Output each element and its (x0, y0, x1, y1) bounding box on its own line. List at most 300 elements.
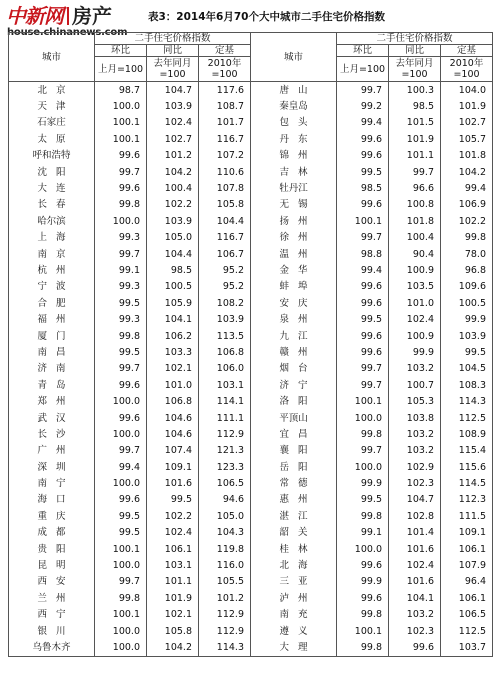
mom-index-cell: 100.0 (337, 459, 389, 475)
table-row (9, 131, 493, 147)
base-index-cell: 103.9 (199, 311, 251, 327)
yoy-index-cell: 99.7 (389, 164, 441, 180)
table-row (9, 197, 493, 213)
yoy-index-cell: 103.1 (147, 557, 199, 573)
column-group-header: 二手住宅价格指数 (337, 33, 493, 45)
mom-index-cell: 100.0 (95, 639, 147, 656)
base-index-cell: 108.9 (441, 426, 493, 442)
yoy-index-cell: 101.6 (389, 574, 441, 590)
mom-index-cell: 99.1 (337, 525, 389, 541)
yoy-index-cell: 101.6 (389, 541, 441, 557)
table-row (9, 82, 493, 99)
column-group-header: 二手住宅价格指数 (95, 33, 251, 45)
base-index-cell: 111.5 (441, 508, 493, 524)
mom-index-cell: 99.6 (337, 557, 389, 573)
mom-index-cell: 99.6 (337, 590, 389, 606)
yoy-index-cell: 99.5 (147, 492, 199, 508)
mom-index-cell: 99.6 (95, 377, 147, 393)
base-index-cell: 101.9 (441, 98, 493, 114)
base-index-cell: 102.2 (441, 213, 493, 229)
yoy-index-cell: 101.9 (389, 131, 441, 147)
yoy-index-cell: 101.8 (389, 213, 441, 229)
base-index-cell: 105.7 (441, 131, 493, 147)
yoy-index-cell: 102.2 (147, 197, 199, 213)
mom-index-cell: 99.5 (95, 295, 147, 311)
mom-index-cell: 100.1 (95, 115, 147, 131)
yoy-index-cell: 105.0 (147, 230, 199, 246)
mom-index-cell: 100.0 (95, 623, 147, 639)
yoy-index-cell: 104.2 (147, 639, 199, 656)
city-name-cell: 宜昌 (251, 426, 337, 442)
mom-index-cell: 99.3 (95, 230, 147, 246)
mom-index-cell: 99.5 (95, 508, 147, 524)
table-row (9, 344, 493, 360)
table-row (9, 525, 493, 541)
mom-index-cell: 98.5 (337, 180, 389, 196)
table-row (9, 639, 493, 656)
mom-index-cell: 100.0 (95, 426, 147, 442)
mom-index-cell: 99.7 (337, 443, 389, 459)
mom-index-cell: 99.6 (337, 279, 389, 295)
yoy-index-cell: 102.3 (389, 475, 441, 491)
city-name-cell: 昆明 (9, 557, 95, 573)
city-name-cell: 石家庄 (9, 115, 95, 131)
yoy-index-cell: 107.4 (147, 443, 199, 459)
yoy-index-cell: 98.5 (147, 262, 199, 278)
table-row (9, 508, 493, 524)
yoy-index-cell: 102.4 (389, 557, 441, 573)
table-title: 表3：2014年6月70个大中城市二手住宅价格指数 (148, 11, 385, 23)
city-name-cell: 泉州 (251, 311, 337, 327)
base-index-cell: 94.6 (199, 492, 251, 508)
base-index-cell: 106.5 (199, 475, 251, 491)
yoy-index-cell: 104.2 (147, 164, 199, 180)
city-name-cell: 大连 (9, 180, 95, 196)
mom-index-cell: 100.1 (95, 131, 147, 147)
base-index-cell: 103.9 (441, 328, 493, 344)
mom-index-cell: 99.6 (337, 148, 389, 164)
yoy-index-cell: 98.5 (389, 98, 441, 114)
yoy-index-cell: 101.0 (389, 295, 441, 311)
base-index-cell: 119.8 (199, 541, 251, 557)
city-name-cell: 厦门 (9, 328, 95, 344)
yoy-index-cell: 104.7 (389, 492, 441, 508)
mom-index-cell: 99.7 (95, 443, 147, 459)
mom-index-cell: 99.1 (95, 262, 147, 278)
mom-index-cell: 99.5 (95, 344, 147, 360)
yoy-index-cell: 103.2 (389, 443, 441, 459)
column-sub-mom: 上月=100 (337, 57, 389, 82)
city-name-cell: 牡丹江 (251, 180, 337, 196)
yoy-index-cell: 106.1 (147, 541, 199, 557)
table-row (9, 279, 493, 295)
base-index-cell: 114.3 (199, 639, 251, 656)
mom-index-cell: 99.4 (337, 115, 389, 131)
base-index-cell: 102.7 (441, 115, 493, 131)
city-name-cell: 深圳 (9, 459, 95, 475)
city-name-cell: 杭州 (9, 262, 95, 278)
base-index-cell: 106.5 (441, 607, 493, 623)
column-header-yoy: 同比 (389, 45, 441, 57)
table-row (9, 115, 493, 131)
mom-index-cell: 99.8 (337, 639, 389, 656)
city-name-cell: 武汉 (9, 410, 95, 426)
yoy-index-cell: 100.3 (389, 82, 441, 99)
mom-index-cell: 99.6 (95, 410, 147, 426)
city-name-cell: 秦皇岛 (251, 98, 337, 114)
mom-index-cell: 99.9 (337, 574, 389, 590)
table-row (9, 475, 493, 491)
yoy-index-cell: 101.1 (389, 148, 441, 164)
base-index-cell: 105.0 (199, 508, 251, 524)
mom-index-cell: 99.6 (337, 197, 389, 213)
city-name-cell: 南昌 (9, 344, 95, 360)
mom-index-cell: 99.6 (95, 148, 147, 164)
base-index-cell: 110.6 (199, 164, 251, 180)
base-index-cell: 104.4 (199, 213, 251, 229)
base-index-cell: 95.2 (199, 279, 251, 295)
column-header-yoy: 同比 (147, 45, 199, 57)
yoy-index-cell: 106.2 (147, 328, 199, 344)
city-name-cell: 烟台 (251, 361, 337, 377)
mom-index-cell: 100.1 (95, 541, 147, 557)
yoy-index-cell: 102.8 (389, 508, 441, 524)
base-index-cell: 116.7 (199, 230, 251, 246)
city-name-cell: 九江 (251, 328, 337, 344)
table-row (9, 541, 493, 557)
base-index-cell: 104.5 (441, 361, 493, 377)
yoy-index-cell: 100.7 (389, 377, 441, 393)
city-name-cell: 大理 (251, 639, 337, 656)
base-index-cell: 99.5 (441, 344, 493, 360)
base-index-cell: 101.2 (199, 590, 251, 606)
city-name-cell: 岳阳 (251, 459, 337, 475)
city-name-cell: 呼和浩特 (9, 148, 95, 164)
city-name-cell: 兰州 (9, 590, 95, 606)
base-index-cell: 116.0 (199, 557, 251, 573)
yoy-index-cell: 103.2 (389, 426, 441, 442)
base-index-cell: 104.3 (199, 525, 251, 541)
city-name-cell: 韶关 (251, 525, 337, 541)
city-name-cell: 丹东 (251, 131, 337, 147)
yoy-index-cell: 103.9 (147, 98, 199, 114)
city-name-cell: 安庆 (251, 295, 337, 311)
mom-index-cell: 99.3 (95, 311, 147, 327)
mom-index-cell: 100.0 (95, 475, 147, 491)
city-name-cell: 南充 (251, 607, 337, 623)
yoy-index-cell: 99.6 (389, 639, 441, 656)
base-index-cell: 115.4 (441, 443, 493, 459)
base-index-cell: 100.5 (441, 295, 493, 311)
housing-price-index-table (8, 32, 493, 657)
column-sub-mom: 上月=100 (95, 57, 147, 82)
yoy-index-cell: 96.6 (389, 180, 441, 196)
city-name-cell: 海口 (9, 492, 95, 508)
base-index-cell: 106.1 (441, 541, 493, 557)
city-name-cell: 哈尔滨 (9, 213, 95, 229)
city-name-cell: 唐山 (251, 82, 337, 99)
table-row (9, 246, 493, 262)
base-index-cell: 114.3 (441, 393, 493, 409)
city-name-cell: 遵义 (251, 623, 337, 639)
base-index-cell: 108.2 (199, 295, 251, 311)
table-row (9, 148, 493, 164)
yoy-index-cell: 103.9 (147, 213, 199, 229)
city-name-cell: 太原 (9, 131, 95, 147)
mom-index-cell: 99.8 (95, 590, 147, 606)
mom-index-cell: 99.9 (337, 475, 389, 491)
city-name-cell: 贵阳 (9, 541, 95, 557)
city-name-cell: 青岛 (9, 377, 95, 393)
base-index-cell: 109.6 (441, 279, 493, 295)
header-row-group (9, 33, 493, 45)
city-name-cell: 蚌埠 (251, 279, 337, 295)
yoy-index-cell: 104.1 (147, 311, 199, 327)
city-name-cell: 桂林 (251, 541, 337, 557)
city-name-cell: 平顶山 (251, 410, 337, 426)
city-name-cell: 成都 (9, 525, 95, 541)
yoy-index-cell: 102.9 (389, 459, 441, 475)
column-header-mom: 环比 (95, 45, 147, 57)
logo-divider (67, 7, 69, 25)
mom-index-cell: 98.7 (95, 82, 147, 99)
base-index-cell: 116.7 (199, 131, 251, 147)
mom-index-cell: 99.4 (95, 459, 147, 475)
yoy-index-cell: 102.1 (147, 607, 199, 623)
yoy-index-cell: 100.4 (147, 180, 199, 196)
base-index-cell: 99.9 (441, 311, 493, 327)
base-index-cell: 106.7 (199, 246, 251, 262)
site-domain[interactable]: house.chinanews.com (7, 27, 128, 38)
base-index-cell: 107.2 (199, 148, 251, 164)
yoy-index-cell: 109.1 (147, 459, 199, 475)
base-index-cell: 114.5 (441, 475, 493, 491)
mom-index-cell: 99.7 (95, 574, 147, 590)
city-name-cell: 襄阳 (251, 443, 337, 459)
city-name-cell: 赣州 (251, 344, 337, 360)
yoy-index-cell: 100.4 (389, 230, 441, 246)
column-sub-base: 2010年=100 (441, 57, 493, 82)
base-index-cell: 78.0 (441, 246, 493, 262)
yoy-index-cell: 103.2 (389, 607, 441, 623)
column-sub-yoy: 去年同月=100 (389, 57, 441, 82)
table-row (9, 180, 493, 196)
table-row (9, 230, 493, 246)
yoy-index-cell: 104.1 (389, 590, 441, 606)
city-name-cell: 南京 (9, 246, 95, 262)
city-name-cell: 宁波 (9, 279, 95, 295)
base-index-cell: 117.6 (199, 82, 251, 99)
base-index-cell: 112.9 (199, 426, 251, 442)
city-name-cell: 西安 (9, 574, 95, 590)
city-name-cell: 湛江 (251, 508, 337, 524)
base-index-cell: 114.1 (199, 393, 251, 409)
mom-index-cell: 99.6 (337, 295, 389, 311)
mom-index-cell: 100.0 (337, 410, 389, 426)
city-name-cell: 长春 (9, 197, 95, 213)
mom-index-cell: 99.8 (95, 197, 147, 213)
base-index-cell: 112.5 (441, 623, 493, 639)
city-name-cell: 惠州 (251, 492, 337, 508)
yoy-index-cell: 101.1 (147, 574, 199, 590)
mom-index-cell: 100.0 (337, 541, 389, 557)
base-index-cell: 108.3 (441, 377, 493, 393)
table-row (9, 410, 493, 426)
city-name-cell: 锦州 (251, 148, 337, 164)
city-name-cell: 三亚 (251, 574, 337, 590)
base-index-cell: 112.9 (199, 607, 251, 623)
mom-index-cell: 99.7 (337, 82, 389, 99)
mom-index-cell: 99.7 (337, 361, 389, 377)
base-index-cell: 107.8 (199, 180, 251, 196)
mom-index-cell: 99.4 (337, 262, 389, 278)
base-index-cell: 106.1 (441, 590, 493, 606)
yoy-index-cell: 101.4 (389, 525, 441, 541)
table-row (9, 213, 493, 229)
table-row (9, 492, 493, 508)
mom-index-cell: 99.5 (337, 311, 389, 327)
yoy-index-cell: 106.8 (147, 393, 199, 409)
city-name-cell: 徐州 (251, 230, 337, 246)
city-name-cell: 泸州 (251, 590, 337, 606)
mom-index-cell: 99.8 (337, 426, 389, 442)
table-row (9, 426, 493, 442)
yoy-index-cell: 103.2 (389, 361, 441, 377)
city-name-cell: 银川 (9, 623, 95, 639)
table-row (9, 590, 493, 606)
city-name-cell: 济南 (9, 361, 95, 377)
mom-index-cell: 100.0 (95, 393, 147, 409)
city-name-cell: 南宁 (9, 475, 95, 491)
mom-index-cell: 99.3 (95, 279, 147, 295)
base-index-cell: 103.7 (441, 639, 493, 656)
base-index-cell: 123.3 (199, 459, 251, 475)
base-index-cell: 109.1 (441, 525, 493, 541)
logo-main-text: 中新网 (6, 4, 63, 28)
city-name-cell: 济宁 (251, 377, 337, 393)
city-name-cell: 长沙 (9, 426, 95, 442)
yoy-index-cell: 104.6 (147, 410, 199, 426)
mom-index-cell: 99.8 (337, 508, 389, 524)
base-index-cell: 115.6 (441, 459, 493, 475)
mom-index-cell: 100.0 (95, 98, 147, 114)
base-index-cell: 99.8 (441, 230, 493, 246)
yoy-index-cell: 100.9 (389, 262, 441, 278)
mom-index-cell: 100.1 (95, 607, 147, 623)
mom-index-cell: 99.6 (337, 328, 389, 344)
base-index-cell: 101.7 (199, 115, 251, 131)
yoy-index-cell: 99.9 (389, 344, 441, 360)
base-index-cell: 112.5 (441, 410, 493, 426)
yoy-index-cell: 102.3 (389, 623, 441, 639)
yoy-index-cell: 100.8 (389, 197, 441, 213)
yoy-index-cell: 102.4 (389, 311, 441, 327)
mom-index-cell: 99.7 (337, 230, 389, 246)
mom-index-cell: 100.0 (95, 557, 147, 573)
city-name-cell: 洛阳 (251, 393, 337, 409)
mom-index-cell: 98.8 (337, 246, 389, 262)
mom-index-cell: 99.2 (337, 98, 389, 114)
mom-index-cell: 99.5 (337, 492, 389, 508)
mom-index-cell: 99.7 (95, 164, 147, 180)
table-body (9, 82, 493, 657)
mom-index-cell: 100.0 (95, 213, 147, 229)
city-name-cell: 扬州 (251, 213, 337, 229)
table-row (9, 574, 493, 590)
table-row (9, 623, 493, 639)
base-index-cell: 96.8 (441, 262, 493, 278)
base-index-cell: 96.4 (441, 574, 493, 590)
yoy-index-cell: 105.9 (147, 295, 199, 311)
yoy-index-cell: 101.6 (147, 475, 199, 491)
yoy-index-cell: 105.3 (389, 393, 441, 409)
mom-index-cell: 99.6 (337, 344, 389, 360)
base-index-cell: 106.8 (199, 344, 251, 360)
table-row (9, 262, 493, 278)
column-header-mom: 环比 (337, 45, 389, 57)
base-index-cell: 112.3 (441, 492, 493, 508)
city-name-cell: 广州 (9, 443, 95, 459)
table-row (9, 328, 493, 344)
yoy-index-cell: 102.2 (147, 508, 199, 524)
city-name-cell: 包头 (251, 115, 337, 131)
city-name-cell: 西宁 (9, 607, 95, 623)
yoy-index-cell: 100.5 (147, 279, 199, 295)
yoy-index-cell: 101.5 (389, 115, 441, 131)
table-row (9, 295, 493, 311)
city-name-cell: 温州 (251, 246, 337, 262)
table-row (9, 98, 493, 114)
city-name-cell: 吉林 (251, 164, 337, 180)
city-name-cell: 重庆 (9, 508, 95, 524)
yoy-index-cell: 104.7 (147, 82, 199, 99)
chinanews-house-logo[interactable] (6, 5, 112, 27)
base-index-cell: 104.2 (441, 164, 493, 180)
yoy-index-cell: 102.4 (147, 525, 199, 541)
table-row (9, 311, 493, 327)
table-row (9, 607, 493, 623)
city-name-cell: 福州 (9, 311, 95, 327)
mom-index-cell: 99.6 (337, 131, 389, 147)
city-name-cell: 无锡 (251, 197, 337, 213)
city-name-cell: 沈阳 (9, 164, 95, 180)
city-name-cell: 北京 (9, 82, 95, 99)
base-index-cell: 107.9 (441, 557, 493, 573)
city-name-cell: 合肥 (9, 295, 95, 311)
city-name-cell: 天津 (9, 98, 95, 114)
mom-index-cell: 99.5 (337, 164, 389, 180)
column-header-city: 城市 (251, 33, 337, 82)
city-name-cell: 常德 (251, 475, 337, 491)
table-row (9, 377, 493, 393)
mom-index-cell: 100.1 (337, 393, 389, 409)
column-header-base: 定基 (199, 45, 251, 57)
city-name-cell: 金华 (251, 262, 337, 278)
mom-index-cell: 100.1 (337, 623, 389, 639)
mom-index-cell: 99.6 (95, 180, 147, 196)
yoy-index-cell: 105.8 (147, 623, 199, 639)
column-header-city: 城市 (9, 33, 95, 82)
base-index-cell: 121.3 (199, 443, 251, 459)
mom-index-cell: 99.8 (95, 328, 147, 344)
column-sub-base: 2010年=100 (199, 57, 251, 82)
city-name-cell: 上海 (9, 230, 95, 246)
table-row (9, 361, 493, 377)
yoy-index-cell: 101.2 (147, 148, 199, 164)
city-name-cell: 北海 (251, 557, 337, 573)
mom-index-cell: 99.7 (337, 377, 389, 393)
table-row (9, 393, 493, 409)
